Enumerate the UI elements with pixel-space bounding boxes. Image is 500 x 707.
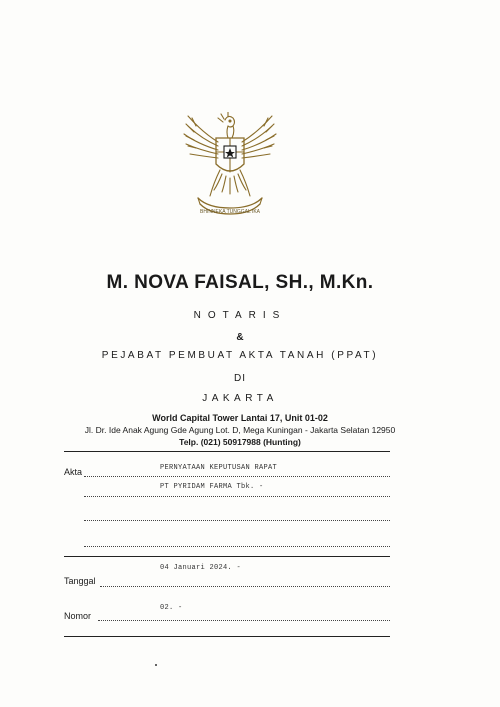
tanggal-label: Tanggal	[64, 576, 96, 586]
title-ppat: PEJABAT PEMBUAT AKTA TANAH (PPAT)	[101, 350, 379, 361]
title-city: JAKARTA	[202, 393, 278, 404]
address-phone: Telp. (021) 50917988 (Hunting)	[179, 437, 301, 447]
tanggal-value: 04 Januari 2024. -	[160, 564, 242, 572]
nomor-label: Nomor	[64, 611, 92, 621]
address-building: World Capital Tower Lantai 17, Unit 01-02	[152, 413, 328, 423]
divider-middle	[64, 556, 390, 557]
akta-dotted-line-4	[84, 546, 390, 547]
akta-dotted-line-2	[84, 496, 390, 497]
ink-dot	[155, 664, 157, 666]
title-notaris: NOTARIS	[193, 310, 287, 321]
divider-bottom	[64, 636, 390, 637]
emblem-motto: BHINNEKA TUNGGAL IKA	[199, 209, 261, 215]
akta-value-line-1: PERNYATAAN KEPUTUSAN RAPAT	[160, 464, 278, 472]
title-ampersand: &	[236, 332, 244, 343]
notary-name: M. NOVA FAISAL, SH., M.Kn.	[106, 272, 374, 293]
akta-label: Akta	[64, 467, 83, 477]
divider-top	[64, 451, 390, 452]
akta-dotted-line-3	[84, 520, 390, 521]
garuda-pancasila-emblem-icon	[178, 112, 282, 232]
title-di: DI	[234, 373, 246, 384]
tanggal-dotted-line	[100, 586, 390, 587]
nomor-dotted-line	[98, 620, 390, 621]
akta-value-line-2: PT PYRIDAM FARMA Tbk. -	[160, 483, 264, 491]
akta-dotted-line-1	[84, 476, 390, 477]
nomor-value: 02. -	[160, 604, 183, 612]
address-street: Jl. Dr. Ide Anak Agung Gde Agung Lot. D, Mega Kuningan - Jakarta Selatan 12950	[84, 425, 396, 435]
